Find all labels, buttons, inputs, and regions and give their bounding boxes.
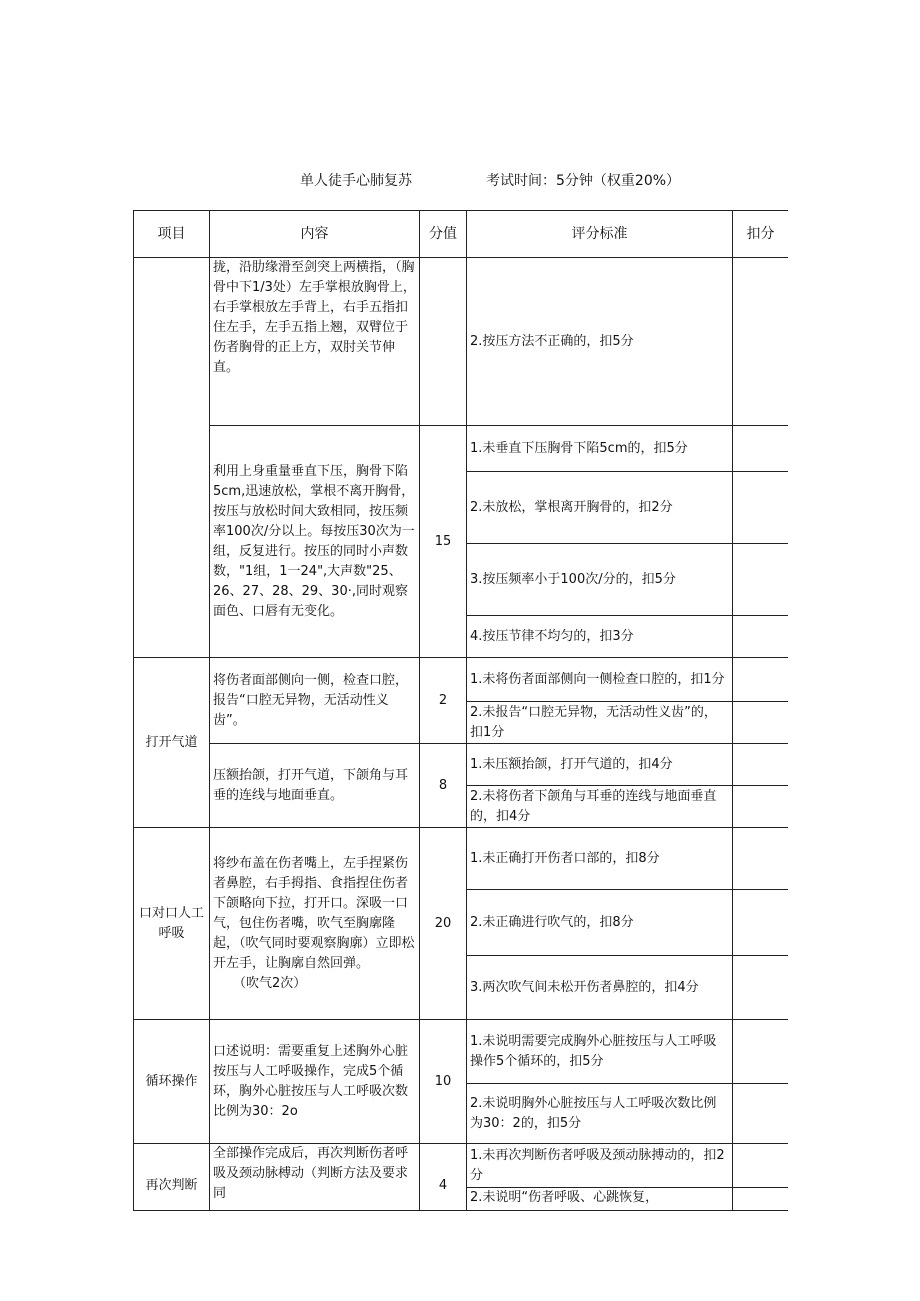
table-row xyxy=(134,426,789,472)
criteria-cell: 1.未再次判断伤者呼吸及颈动脉搏动的，扣2分 xyxy=(467,1144,733,1188)
content-cell xyxy=(210,828,420,1020)
score-cell: 4 xyxy=(420,1144,467,1212)
criteria-cell: 4.按压节律不均匀的，扣3分 xyxy=(467,616,733,658)
content-extra: （吹气2次） xyxy=(233,975,307,991)
item-cell: 打开气道 xyxy=(134,658,210,828)
deduction-cell xyxy=(733,258,789,426)
deduction-cell xyxy=(733,744,789,786)
content-cell: 利用上身重量垂直下压，胸骨下陷5cm,迅速放松，掌根不离开胸骨，按压与放松时间大致相同，按压频率100次/分以上。每按压30次为一组，反复进行。按压的同时小声数数，"1组，1一24",大声数"25、26、27、28、29、30·,同时观察面色、口唇有无变化。 xyxy=(210,426,420,658)
deduction-cell xyxy=(733,544,789,616)
score-cell: 2 xyxy=(420,658,467,744)
header-item: 项目 xyxy=(134,211,210,258)
deduction-cell xyxy=(733,616,789,658)
score-cell: 20 xyxy=(420,828,467,1020)
title-exam-time: 考试时间：5分钟（权重20%） xyxy=(486,173,681,189)
criteria-cell: 2.未说明“伤者呼吸、心跳恢复， xyxy=(467,1188,733,1212)
item-cell xyxy=(134,258,210,658)
table-header-row xyxy=(134,211,789,258)
table-row xyxy=(134,1144,789,1188)
content-cell: 口述说明：需要重复上述胸外心脏按压与人工呼吸操作，完成5个循环，胸外心脏按压与人工呼吸次数比例为30：2o xyxy=(210,1020,420,1144)
criteria-cell: 1.未垂直下压胸骨下陷5cm的，扣5分 xyxy=(467,426,733,472)
header-criteria: 评分标准 xyxy=(467,211,733,258)
deduction-cell xyxy=(733,1188,789,1212)
score-cell xyxy=(420,258,467,426)
deduction-cell xyxy=(733,1084,789,1144)
item-cell: 口对口人工呼吸 xyxy=(134,828,210,1020)
header-score: 分值 xyxy=(420,211,467,258)
criteria-cell: 1.未压额抬颌，打开气道的，扣4分 xyxy=(467,744,733,786)
table-row xyxy=(134,258,789,426)
table-row xyxy=(134,1020,789,1084)
criteria-cell: 2.未正确进行吹气的，扣8分 xyxy=(467,890,733,956)
deduction-cell xyxy=(733,1020,789,1084)
criteria-cell: 3.按压频率小于100次/分的，扣5分 xyxy=(467,544,733,616)
header-content: 内容 xyxy=(210,211,420,258)
criteria-cell: 1.未说明需要完成胸外心脏按压与人工呼吸操作5个循环的，扣5分 xyxy=(467,1020,733,1084)
criteria-cell: 2.未将伤者下颌角与耳垂的连线与地面垂直的，扣4分 xyxy=(467,786,733,828)
table-row xyxy=(134,658,789,702)
criteria-cell: 1.未正确打开伤者口部的，扣8分 xyxy=(467,828,733,890)
content-cell: 将伤者面部侧向一侧，检查口腔，报告“口腔无异物，无活动性义齿”。 xyxy=(210,658,420,744)
deduction-cell xyxy=(733,956,789,1020)
deduction-cell xyxy=(733,426,789,472)
title-name: 单人徒手心肺复苏 xyxy=(300,173,412,189)
content-text: 将纱布盖在伤者嘴上，左手捏紧伤者鼻腔，右手拇指、食指捏住伤者下颌略向下拉，打开口。深吸一口气，包住伤者嘴，吹气至胸廓隆起，（吹气同时要观察胸廓）立即松开左手，让胸廓自然回弹。 xyxy=(213,855,415,971)
criteria-cell: 3.两次吹气间未松开伤者鼻腔的，扣4分 xyxy=(467,956,733,1020)
item-cell: 再次判断 xyxy=(134,1144,210,1212)
deduction-cell xyxy=(733,828,789,890)
table-row xyxy=(134,744,789,786)
content-cell: 全部操作完成后，再次判断伤者呼吸及颈动脉榑动（判断方法及要求同 xyxy=(210,1144,420,1212)
score-cell: 15 xyxy=(420,426,467,658)
scoring-table xyxy=(133,210,788,1211)
criteria-cell: 2.未报告“口腔无异物，无活动性义齿”的，扣1分 xyxy=(467,702,733,744)
content-cell: 拢，沿肋缘滑至剑突上两横指，（胸骨中下1/3处）左手掌根放胸骨上，右手掌根放左手背上，右手五指扣住左手，左手五指上翘，双臂位于伤者胸骨的正上方，双肘关节伸直。 xyxy=(210,258,420,426)
item-cell: 循环操作 xyxy=(134,1020,210,1144)
deduction-cell xyxy=(733,786,789,828)
table-row xyxy=(134,828,789,890)
criteria-cell: 1.未将伤者面部侧向一侧检查口腔的，扣1分 xyxy=(467,658,733,702)
score-cell: 10 xyxy=(420,1020,467,1144)
scoring-sheet xyxy=(133,210,788,1211)
criteria-cell: 2.按压方法不正确的，扣5分 xyxy=(467,258,733,426)
deduction-cell xyxy=(733,702,789,744)
score-cell: 8 xyxy=(420,744,467,828)
header-deduction: 扣分 xyxy=(733,211,789,258)
deduction-cell xyxy=(733,658,789,702)
content-cell: 压额抬颌，打开气道，下颌角与耳垂的连线与地面垂直。 xyxy=(210,744,420,828)
deduction-cell xyxy=(733,472,789,544)
deduction-cell xyxy=(733,890,789,956)
criteria-cell: 2.未说明胸外心脏按压与人工呼吸次数比例为30：2的，扣5分 xyxy=(467,1084,733,1144)
criteria-cell: 2.未放松，掌根离开胸骨的，扣2分 xyxy=(467,472,733,544)
deduction-cell xyxy=(733,1144,789,1188)
